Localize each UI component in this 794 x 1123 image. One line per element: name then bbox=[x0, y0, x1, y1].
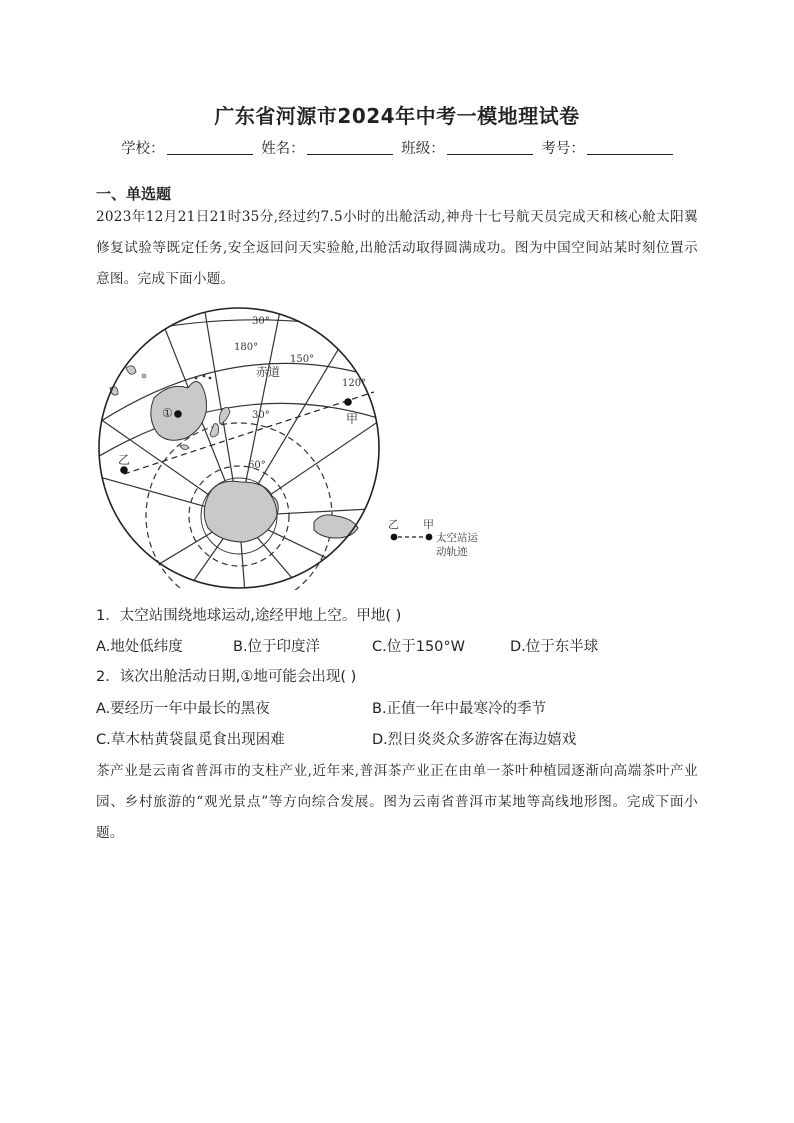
new-zealand-south bbox=[210, 424, 219, 437]
school-label: 学校： bbox=[121, 141, 165, 157]
question-2 bbox=[96, 665, 356, 686]
globe-figure-svg bbox=[96, 306, 496, 590]
equator-label: 赤道 bbox=[256, 365, 281, 379]
question-2-stem: 该次出舱活动日期,①地可能会出现( ) bbox=[119, 669, 357, 685]
question-1-number: 1． bbox=[96, 608, 120, 624]
island-3 bbox=[142, 374, 146, 378]
passage-puer-tea: 茶产业是云南省普洱市的支柱产业,近年来,普洱茶产业正在由单一茶叶种植园逐渐向高端茶叶产业园、乡村旅游的“观光景点”等方向综合发展。图为云南省普洱市某地等高线地形图。完成下面小题。 bbox=[96, 763, 698, 841]
question-1-stem: 太空站围绕地球运动,途经甲地上空。甲地( ) bbox=[119, 608, 402, 624]
legend-from-label: 乙 bbox=[388, 518, 399, 531]
passage-space-station: 2023年12月21日21时35分,经过约7.5小时的出舱活动,神舟十七号航天员完成天和核心舱太阳翼修复试验等既定任务,安全返回问天实验舱,出舱活动取得圆满成功。图为中国空间站某时刻位置示意图。完成下面小题。 bbox=[96, 209, 698, 287]
question-1 bbox=[96, 604, 401, 625]
section-heading: 一、单选题 bbox=[96, 185, 172, 203]
question-2-option-b[interactable]: B.正值一年中最寒冷的季节 bbox=[372, 701, 547, 717]
student-info-row bbox=[0, 137, 794, 158]
question-2-option-d[interactable]: D.烈日炎炎众多游客在海边嬉戏 bbox=[372, 732, 577, 748]
class-label: 班级： bbox=[401, 141, 445, 157]
orbit-legend bbox=[388, 518, 478, 558]
question-1-option-b[interactable]: B.位于印度洋 bbox=[233, 639, 321, 655]
lat-label-30s: 30° bbox=[252, 410, 270, 421]
question-1-option-a[interactable]: A.地处低纬度 bbox=[96, 639, 183, 655]
island-dot-2 bbox=[203, 375, 206, 378]
island-1 bbox=[126, 366, 136, 375]
question-1-option-d[interactable]: D.位于东半球 bbox=[510, 639, 599, 655]
point-1-dot bbox=[174, 410, 182, 418]
legend-to-label: 甲 bbox=[423, 518, 434, 531]
point-yi-dot bbox=[120, 466, 128, 474]
class-field bbox=[401, 137, 533, 158]
name-label: 姓名： bbox=[261, 141, 305, 157]
space-station-map bbox=[96, 306, 496, 590]
exam-number-blank[interactable] bbox=[587, 139, 673, 155]
point-jia-dot bbox=[344, 398, 352, 406]
point-yi-label: 乙 bbox=[118, 453, 131, 467]
legend-text-line2: 动轨迹 bbox=[436, 546, 468, 558]
class-blank[interactable] bbox=[447, 139, 533, 155]
legend-text-line1: 太空站运 bbox=[436, 532, 478, 544]
island-dot-3 bbox=[209, 377, 212, 380]
page-title: 广东省河源市2024年中考一模地理试卷 bbox=[214, 104, 580, 128]
lon-label-180: 180° bbox=[234, 342, 259, 353]
legend-from-dot bbox=[391, 534, 398, 541]
school-field bbox=[121, 137, 253, 158]
question-1-option-c[interactable]: C.位于150°W bbox=[372, 639, 465, 655]
point-jia-label: 甲 bbox=[346, 412, 359, 426]
point-1-label: ① bbox=[162, 406, 173, 420]
tasmania-landmass bbox=[180, 445, 189, 450]
question-2-option-c[interactable]: C.草木枯黄袋鼠觅食出现困难 bbox=[96, 732, 285, 748]
lon-label-120: 120° bbox=[342, 378, 367, 389]
exam-number-field bbox=[541, 137, 673, 158]
question-2-option-a[interactable]: A.要经历一年中最长的黑夜 bbox=[96, 701, 270, 717]
lon-label-150: 150° bbox=[290, 354, 315, 365]
island-dot-1 bbox=[195, 377, 198, 380]
name-field bbox=[261, 137, 393, 158]
lat-label-30n: 30° bbox=[252, 316, 270, 327]
name-blank[interactable] bbox=[307, 139, 393, 155]
legend-to-dot bbox=[426, 534, 433, 541]
lat-label-60s: 60° bbox=[248, 460, 266, 471]
school-blank[interactable] bbox=[167, 139, 253, 155]
exam-number-label: 考号： bbox=[541, 141, 585, 157]
south-america-landmass bbox=[314, 515, 358, 538]
question-2-number: 2． bbox=[96, 669, 120, 685]
